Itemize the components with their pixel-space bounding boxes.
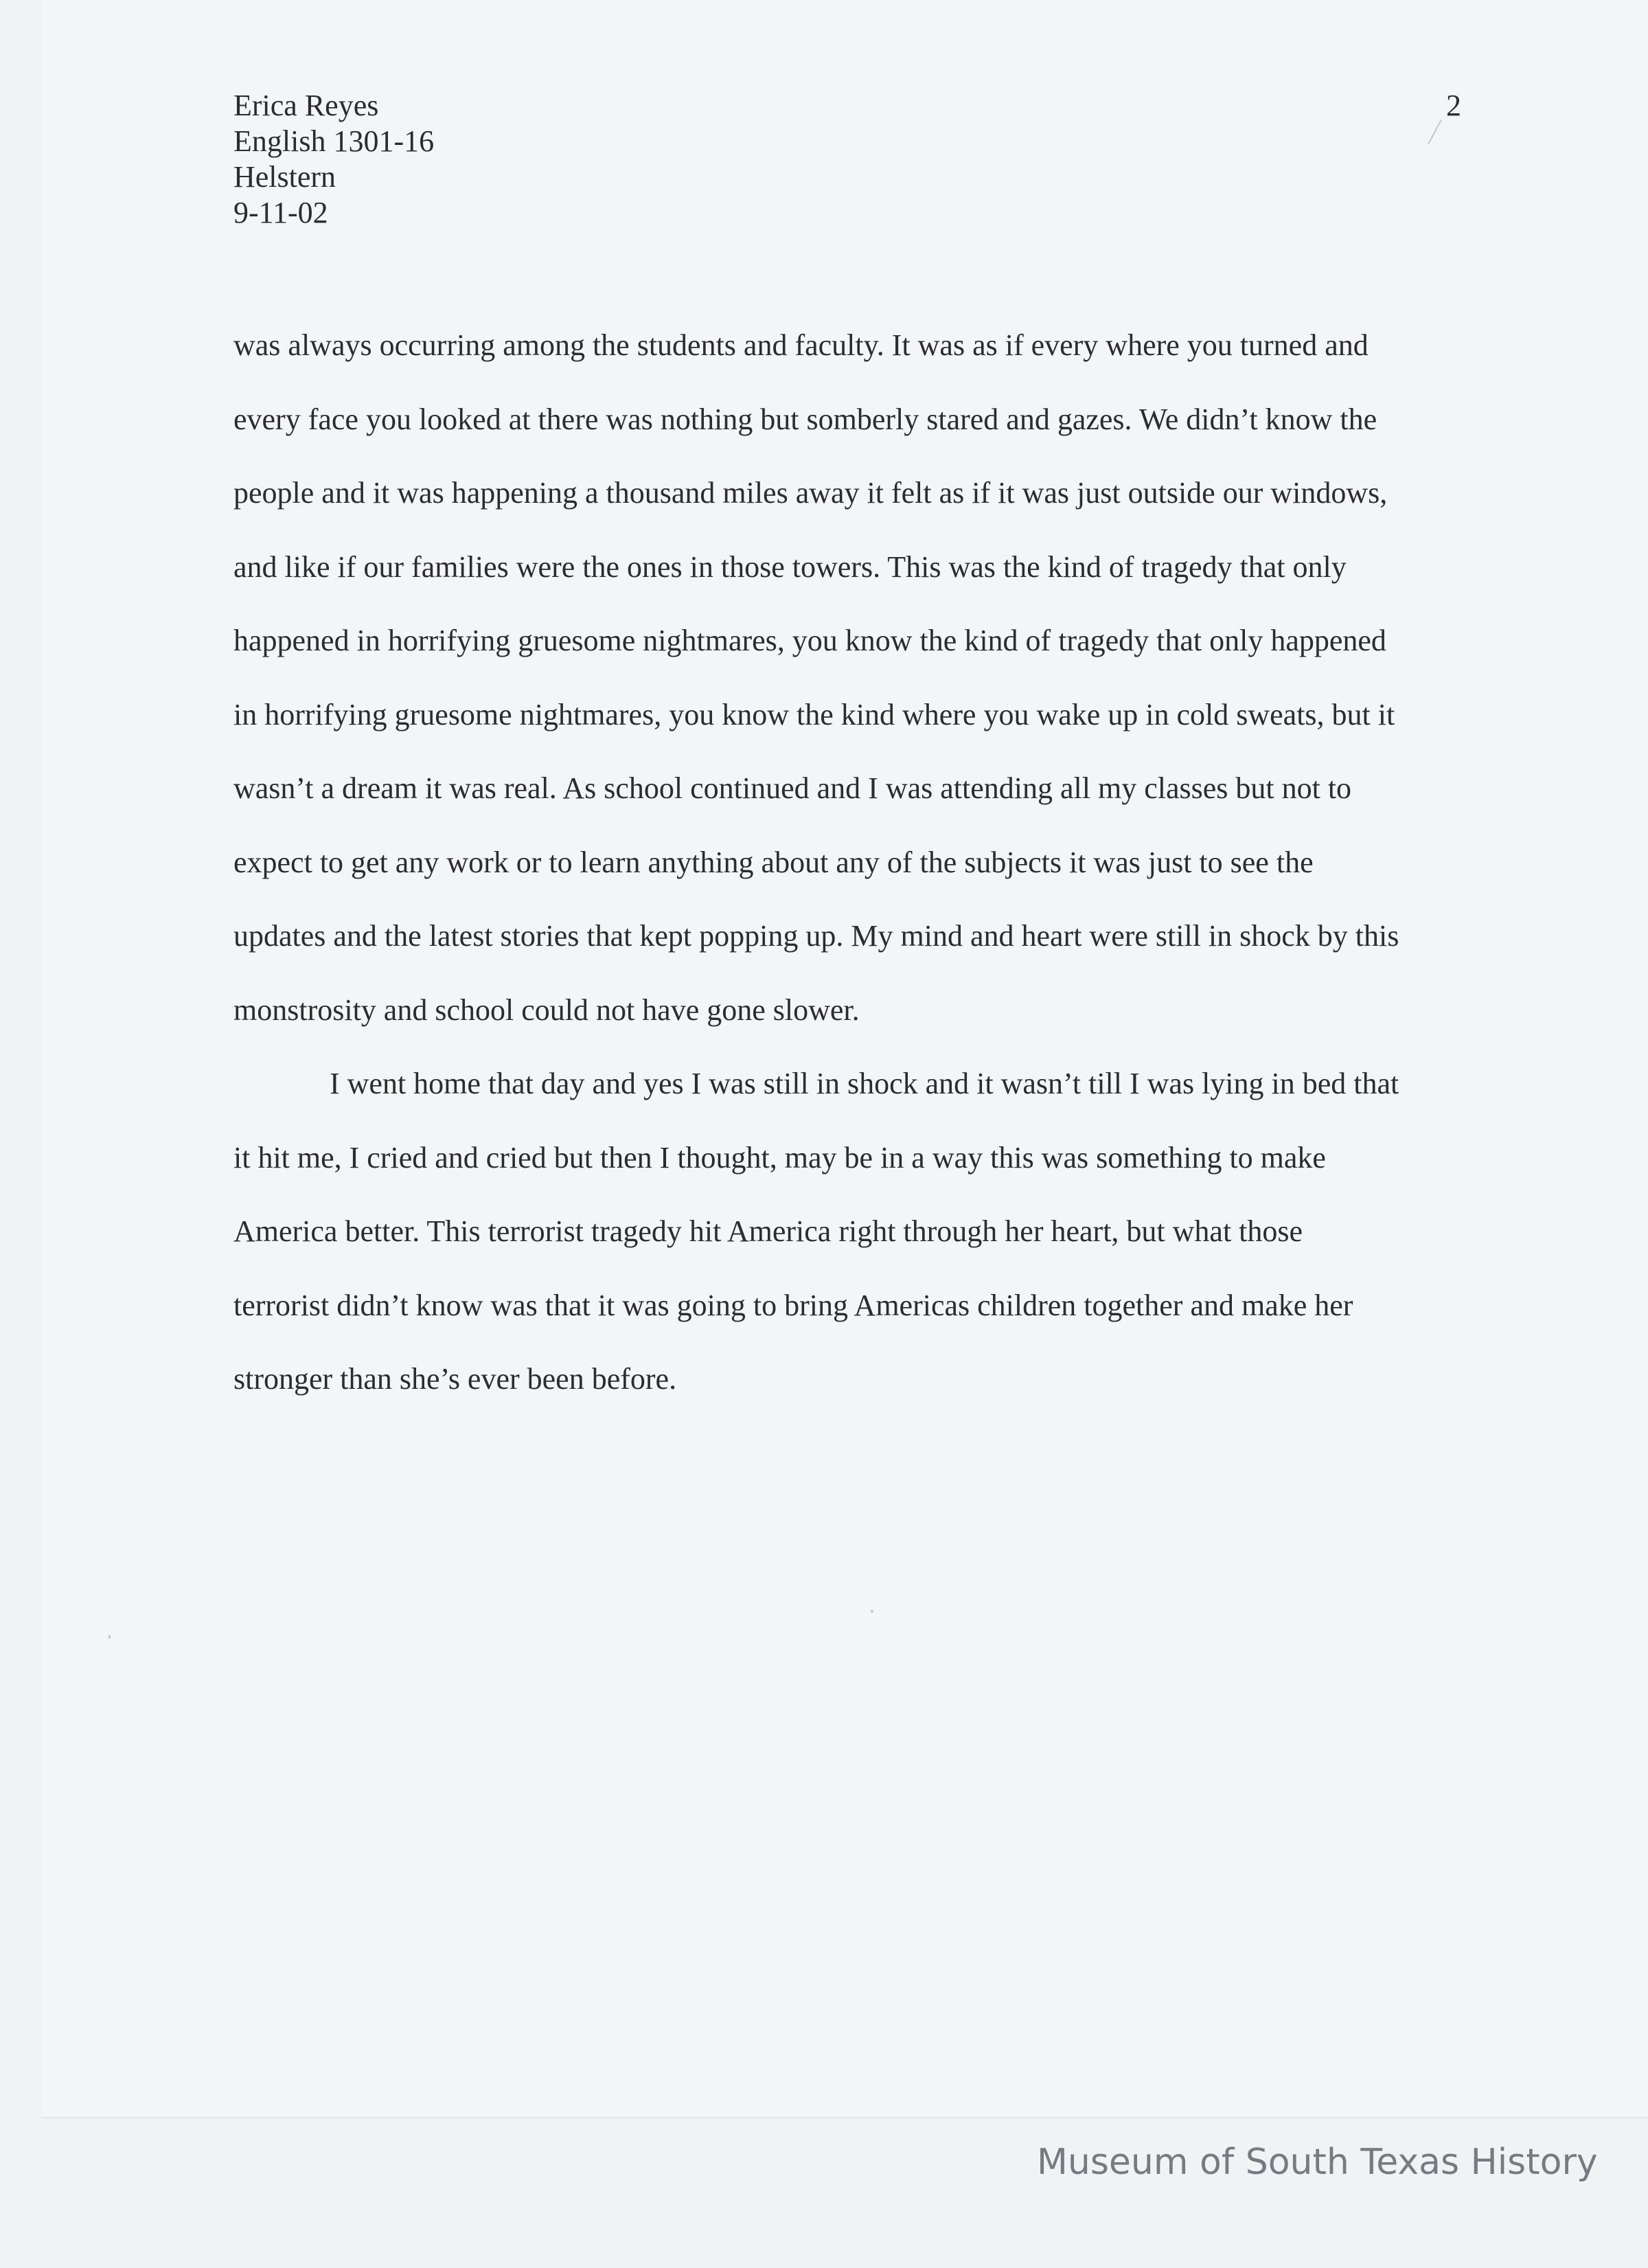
page-number: 2 bbox=[1446, 89, 1461, 122]
document-date: 9-11-02 bbox=[233, 196, 328, 229]
body-line: wasn’t a dream it was real. As school continued and I was attending all my classes but not to bbox=[233, 771, 1352, 805]
paragraph-start-line: I went home that day and yes I was still in shock and it wasn’t till I was lying in bed that bbox=[330, 1067, 1399, 1100]
body-line: in horrifying gruesome nightmares, you know the kind where you wake up in cold sweats, but it bbox=[233, 697, 1395, 732]
author-name: Erica Reyes bbox=[233, 89, 379, 122]
body-line: America better. This terrorist tragedy hit America right through her heart, but what those bbox=[233, 1214, 1303, 1248]
body-line: every face you looked at there was nothing but somberly stared and gazes. We didn’t know the bbox=[233, 402, 1377, 436]
body-line: was always occurring among the students and faculty. It was as if every where you turned and bbox=[233, 328, 1369, 362]
essay-body bbox=[233, 308, 1497, 1416]
course-name: English 1301-16 bbox=[233, 124, 435, 158]
body-line: stronger than she’s ever been before. bbox=[233, 1362, 677, 1396]
body-line: updates and the latest stories that kept popping up. My mind and heart were still in shock by this bbox=[233, 919, 1399, 953]
document-header bbox=[233, 88, 434, 231]
body-line: expect to get any work or to learn anything about any of the subjects it was just to see the bbox=[233, 845, 1314, 879]
body-line: monstrosity and school could not have gone slower. bbox=[233, 993, 860, 1027]
body-line: happened in horrifying gruesome nightmares, you know the kind of tragedy that only happened bbox=[233, 624, 1386, 657]
body-line: it hit me, I cried and cried but then I thought, may be in a way this was something to make bbox=[233, 1140, 1326, 1175]
paper-speck bbox=[871, 1610, 873, 1613]
instructor-name: Helstern bbox=[233, 160, 336, 194]
body-line: and like if our families were the ones in those towers. This was the kind of tragedy that only bbox=[233, 549, 1347, 584]
body-line: terrorist didn’t know was that it was going to bring Americas children together and make her bbox=[233, 1288, 1353, 1322]
museum-watermark: Museum of South Texas History bbox=[1037, 2142, 1598, 2183]
paper-speck bbox=[108, 1635, 111, 1639]
body-line: people and it was happening a thousand miles away it felt as if it was just outside our windows, bbox=[233, 476, 1388, 510]
